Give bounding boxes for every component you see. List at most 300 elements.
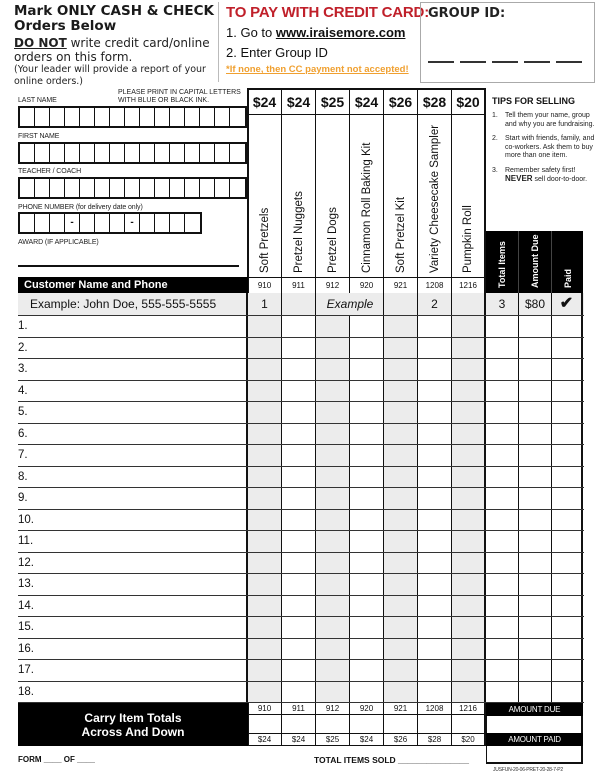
quantity-cell[interactable] (282, 574, 316, 595)
amount-due-cell[interactable] (519, 617, 552, 638)
footer-price: $24 (282, 734, 316, 745)
quantity-cell[interactable] (282, 488, 316, 509)
quantity-cell[interactable] (418, 445, 452, 466)
example-qty (452, 293, 486, 315)
total-items-cell[interactable] (486, 660, 519, 681)
paid-cell[interactable] (552, 381, 583, 402)
table-row (18, 617, 584, 639)
amount-due-header: Amount Due (530, 234, 540, 288)
phone-label: PHONE NUMBER (for delivery date only) (18, 204, 143, 211)
quantity-cell[interactable] (282, 682, 316, 703)
quantity-cell[interactable] (316, 488, 350, 509)
quantity-cell[interactable] (282, 467, 316, 488)
last-name-field[interactable] (18, 106, 247, 128)
total-items-header: Total Items (497, 241, 507, 288)
quantity-cell[interactable] (452, 424, 486, 445)
total-items-cell[interactable] (486, 531, 519, 552)
amount-due-cell[interactable] (519, 467, 552, 488)
footer-code: 910 (248, 703, 282, 715)
total-items-cell[interactable] (486, 338, 519, 359)
customer-name-cell[interactable]: 10. (18, 510, 248, 531)
paid-cell[interactable] (552, 402, 583, 423)
quantity-cell[interactable] (316, 316, 350, 337)
product-name: Pretzel Nuggets (292, 191, 305, 273)
example-qty: 2 (418, 293, 452, 315)
item-total-cell[interactable] (452, 715, 486, 734)
teacher-coach-field[interactable] (18, 177, 247, 199)
footer-price: $24 (350, 734, 384, 745)
quantity-cell[interactable] (418, 639, 452, 660)
quantity-cell[interactable] (350, 553, 384, 574)
item-total-cell[interactable] (350, 715, 384, 734)
quantity-cell[interactable] (418, 359, 452, 380)
customer-name-cell[interactable]: 6. (18, 424, 248, 445)
award-label: AWARD (IF APPLICABLE) (18, 239, 99, 246)
total-items-cell[interactable] (486, 682, 519, 703)
quantity-cell[interactable] (452, 402, 486, 423)
group-id-label: GROUP ID: (428, 6, 506, 21)
quantity-cell[interactable] (350, 359, 384, 380)
quantity-cell[interactable] (452, 531, 486, 552)
quantity-cell[interactable] (282, 402, 316, 423)
quantity-cell[interactable] (350, 445, 384, 466)
amount-due-cell[interactable] (519, 424, 552, 445)
quantity-cell[interactable] (384, 381, 418, 402)
quantity-cell[interactable] (316, 596, 350, 617)
paid-cell[interactable] (552, 553, 583, 574)
customer-header: Customer Name and Phone (18, 277, 248, 293)
quantity-cell[interactable] (418, 574, 452, 595)
quantity-cell[interactable] (248, 402, 282, 423)
quantity-cell[interactable] (248, 488, 282, 509)
quantity-cell[interactable] (452, 445, 486, 466)
quantity-cell[interactable] (452, 553, 486, 574)
amount-due-cell[interactable] (519, 574, 552, 595)
leader-note: (Your leader will provide a report of your online orders.) (14, 64, 206, 87)
table-row (18, 596, 584, 618)
quantity-cell[interactable] (350, 402, 384, 423)
quantity-cell[interactable] (418, 402, 452, 423)
quantity-cell[interactable] (316, 467, 350, 488)
quantity-cell[interactable] (384, 639, 418, 660)
quantity-cell[interactable] (452, 639, 486, 660)
product-name: Cinnamon Roll Baking Kit (360, 142, 373, 273)
item-total-cell[interactable] (418, 715, 452, 734)
group-id-slot[interactable] (524, 61, 550, 63)
quantity-cell[interactable] (282, 660, 316, 681)
quantity-cell[interactable] (350, 574, 384, 595)
product-code: 1208 (418, 278, 452, 293)
total-items-sold: TOTAL ITEMS SOLD _______________ (314, 755, 469, 765)
quantity-cell[interactable] (384, 510, 418, 531)
total-items-cell[interactable] (486, 617, 519, 638)
paid-cell[interactable] (552, 338, 583, 359)
quantity-cell[interactable] (316, 574, 350, 595)
table-row (18, 359, 584, 381)
quantity-cell[interactable] (384, 316, 418, 337)
total-items-cell[interactable] (486, 488, 519, 509)
website-link[interactable]: www.iraisemore.com (275, 25, 406, 40)
quantity-cell[interactable] (452, 338, 486, 359)
paid-cell[interactable] (552, 359, 583, 380)
total-items-cell[interactable] (486, 381, 519, 402)
form-page-count: FORM ____ OF ____ (18, 755, 95, 764)
quantity-cell[interactable] (282, 596, 316, 617)
quantity-cell[interactable] (316, 531, 350, 552)
quantity-cell[interactable] (418, 424, 452, 445)
quantity-cell[interactable] (248, 359, 282, 380)
example-amount-due: $80 (519, 293, 552, 315)
amount-due-label: AMOUNT DUE (486, 703, 583, 716)
quantity-cell[interactable] (316, 660, 350, 681)
quantity-cell[interactable] (316, 510, 350, 531)
paid-cell[interactable] (552, 639, 583, 660)
quantity-cell[interactable] (350, 338, 384, 359)
product-price: $20 (452, 90, 486, 115)
quantity-cell[interactable] (384, 402, 418, 423)
table-row (18, 445, 584, 467)
table-row (18, 553, 584, 575)
quantity-cell[interactable] (316, 381, 350, 402)
quantity-cell[interactable] (452, 682, 486, 703)
footer-code: 920 (350, 703, 384, 715)
paid-cell[interactable] (552, 510, 583, 531)
amount-due-cell[interactable] (519, 553, 552, 574)
quantity-cell[interactable] (350, 596, 384, 617)
footer-price: $20 (452, 734, 486, 745)
quantity-cell[interactable] (248, 381, 282, 402)
amount-due-cell[interactable] (519, 359, 552, 380)
total-items-cell[interactable] (486, 316, 519, 337)
product-code: 1216 (452, 278, 486, 293)
quantity-cell[interactable] (282, 338, 316, 359)
product-name: Pumpkin Roll (462, 205, 474, 273)
award-field[interactable] (18, 265, 239, 267)
quantity-cell[interactable] (350, 316, 384, 337)
quantity-cell[interactable] (316, 639, 350, 660)
quantity-cell[interactable] (282, 359, 316, 380)
quantity-cell[interactable] (418, 553, 452, 574)
product-code: 920 (350, 278, 384, 293)
table-row (18, 510, 584, 532)
group-id-slot[interactable] (556, 61, 582, 63)
quantity-cell[interactable] (282, 316, 316, 337)
total-items-cell[interactable] (486, 359, 519, 380)
quantity-cell[interactable] (418, 488, 452, 509)
quantity-cell[interactable] (350, 467, 384, 488)
credit-card-title: TO PAY WITH CREDIT CARD: (226, 4, 429, 21)
footer-totals-row (248, 715, 486, 734)
table-row (18, 316, 584, 338)
customer-name-cell[interactable]: 3. (18, 359, 248, 380)
customer-name-cell[interactable]: 2. (18, 338, 248, 359)
quantity-cell[interactable] (384, 467, 418, 488)
total-items-cell[interactable] (486, 596, 519, 617)
group-id-slot[interactable] (460, 61, 486, 63)
customer-name-cell[interactable]: 18. (18, 682, 248, 703)
example-qty (384, 293, 418, 315)
quantity-cell[interactable] (418, 338, 452, 359)
quantity-cell[interactable] (452, 316, 486, 337)
customer-name-cell[interactable]: 8. (18, 467, 248, 488)
quantity-cell[interactable] (350, 488, 384, 509)
example-customer: Example: John Doe, 555-555-5555 (18, 293, 248, 315)
amount-due-cell[interactable] (519, 660, 552, 681)
footer-code: 921 (384, 703, 418, 715)
quantity-cell[interactable] (452, 617, 486, 638)
carry-line-2: Across And Down (81, 725, 185, 739)
item-total-cell[interactable] (316, 715, 350, 734)
quantity-cell[interactable] (282, 445, 316, 466)
amount-due-field[interactable] (486, 716, 583, 733)
footer-code: 912 (316, 703, 350, 715)
paid-cell[interactable] (552, 660, 583, 681)
quantity-cell[interactable] (384, 617, 418, 638)
amount-due-cell[interactable] (519, 639, 552, 660)
quantity-cell[interactable] (248, 596, 282, 617)
carry-line-1: Carry Item Totals (84, 711, 182, 725)
quantity-cell[interactable] (452, 510, 486, 531)
customer-name-cell[interactable]: 13. (18, 574, 248, 595)
paid-cell[interactable] (552, 531, 583, 552)
table-row (18, 338, 584, 360)
amount-paid-field[interactable] (486, 746, 583, 764)
do-not-emphasis: DO NOT (14, 36, 67, 50)
footer-price-row (248, 734, 486, 746)
total-items-cell[interactable] (486, 639, 519, 660)
customer-name-cell[interactable]: 14. (18, 596, 248, 617)
tip-item: 2. Start with friends, family, and co-workers. Ask them to buy more than one item. (492, 135, 595, 159)
quantity-cell[interactable] (350, 617, 384, 638)
quantity-cell[interactable] (282, 424, 316, 445)
order-rows (18, 316, 584, 703)
customer-name-cell[interactable]: 11. (18, 531, 248, 552)
product-price: $24 (350, 90, 384, 115)
quantity-cell[interactable] (418, 467, 452, 488)
total-items-cell[interactable] (486, 402, 519, 423)
print-instructions: PLEASE PRINT IN CAPITAL LETTERS WITH BLUE OR BLACK INK. (118, 89, 241, 104)
quantity-cell[interactable] (384, 553, 418, 574)
quantity-cell[interactable] (282, 617, 316, 638)
quantity-cell[interactable] (248, 424, 282, 445)
quantity-cell[interactable] (384, 338, 418, 359)
quantity-cell[interactable] (350, 510, 384, 531)
quantity-cell[interactable] (452, 381, 486, 402)
total-items-cell[interactable] (486, 510, 519, 531)
quantity-cell[interactable] (248, 531, 282, 552)
footer-price: $28 (418, 734, 452, 745)
form-code: JUSFUN-20-06-PRET-20-28-7-P2 (493, 767, 563, 773)
amount-due-cell[interactable] (519, 338, 552, 359)
table-row (18, 467, 584, 489)
item-total-cell[interactable] (248, 715, 282, 734)
group-id-slot[interactable] (428, 61, 454, 63)
quantity-cell[interactable] (452, 574, 486, 595)
quantity-cell[interactable] (248, 510, 282, 531)
quantity-cell[interactable] (350, 424, 384, 445)
quantity-cell[interactable] (418, 682, 452, 703)
customer-name-cell[interactable]: 16. (18, 639, 248, 660)
quantity-cell[interactable] (282, 553, 316, 574)
paid-cell[interactable] (552, 574, 583, 595)
customer-name-cell[interactable]: 5. (18, 402, 248, 423)
quantity-cell[interactable] (452, 660, 486, 681)
amount-due-cell[interactable] (519, 445, 552, 466)
tips-list (492, 112, 596, 191)
table-row (18, 531, 584, 553)
total-items-cell[interactable] (486, 574, 519, 595)
quantity-cell[interactable] (384, 359, 418, 380)
quantity-cell[interactable] (316, 402, 350, 423)
phone-field[interactable]: - - (18, 212, 202, 234)
cc-warning-note: *If none, then CC payment not accepted! (226, 64, 409, 75)
paid-cell[interactable] (552, 596, 583, 617)
quantity-cell[interactable] (384, 445, 418, 466)
amount-due-cell[interactable] (519, 381, 552, 402)
amount-due-cell[interactable] (519, 510, 552, 531)
product-code: 910 (248, 278, 282, 293)
table-row (18, 660, 584, 682)
customer-name-cell[interactable]: 9. (18, 488, 248, 509)
cc-step-2: 2. Enter Group ID (226, 45, 328, 60)
item-total-cell[interactable] (282, 715, 316, 734)
do-not-text: write credit card/online orders on this form. (14, 36, 210, 64)
quantity-cell[interactable] (418, 316, 452, 337)
quantity-cell[interactable] (452, 467, 486, 488)
quantity-cell[interactable] (282, 531, 316, 552)
paid-cell[interactable] (552, 682, 583, 703)
table-row (18, 574, 584, 596)
quantity-cell[interactable] (384, 682, 418, 703)
quantity-cell[interactable] (384, 488, 418, 509)
quantity-cell[interactable] (248, 574, 282, 595)
amount-due-cell[interactable] (519, 531, 552, 552)
total-items-cell[interactable] (486, 424, 519, 445)
tip-item: 1. Tell them your name, group and why you are fundraising. (492, 112, 595, 128)
quantity-cell[interactable] (350, 381, 384, 402)
product-price: $24 (282, 90, 316, 115)
quantity-cell[interactable] (282, 639, 316, 660)
quantity-cell[interactable] (316, 553, 350, 574)
table-row (18, 488, 584, 510)
quantity-cell[interactable] (248, 316, 282, 337)
quantity-cell[interactable] (418, 510, 452, 531)
customer-name-cell[interactable]: 4. (18, 381, 248, 402)
table-row (18, 682, 584, 704)
quantity-cell[interactable] (282, 510, 316, 531)
quantity-cell[interactable] (248, 660, 282, 681)
quantity-cell[interactable] (350, 660, 384, 681)
quantity-cell[interactable] (350, 682, 384, 703)
example-qty: 1 (248, 293, 282, 315)
customer-name-cell[interactable]: 7. (18, 445, 248, 466)
quantity-cell[interactable] (316, 359, 350, 380)
quantity-cell[interactable] (350, 531, 384, 552)
quantity-cell[interactable] (316, 617, 350, 638)
item-total-cell[interactable] (384, 715, 418, 734)
order-table (18, 293, 584, 316)
quantity-cell[interactable] (452, 488, 486, 509)
group-id-slot[interactable] (492, 61, 518, 63)
amount-due-cell[interactable] (519, 316, 552, 337)
customer-name-cell[interactable]: 15. (18, 617, 248, 638)
quantity-cell[interactable] (384, 660, 418, 681)
table-row (18, 381, 584, 403)
quantity-cell[interactable] (248, 338, 282, 359)
product-price: $24 (248, 90, 282, 115)
customer-name-cell[interactable]: 17. (18, 660, 248, 681)
paid-cell[interactable] (552, 445, 583, 466)
product-code: 912 (316, 278, 350, 293)
cc-step-1 (226, 25, 405, 40)
amount-due-cell[interactable] (519, 488, 552, 509)
quantity-cell[interactable] (418, 596, 452, 617)
quantity-cell[interactable] (452, 596, 486, 617)
quantity-cell[interactable] (350, 639, 384, 660)
quantity-cell[interactable] (384, 531, 418, 552)
customer-name-cell[interactable]: 1. (18, 316, 248, 337)
quantity-cell[interactable] (384, 596, 418, 617)
footer-price: $26 (384, 734, 418, 745)
product-name: Pretzel Dogs (326, 207, 339, 273)
quantity-cell[interactable] (248, 467, 282, 488)
last-name-label: LAST NAME (18, 97, 57, 104)
quantity-cell[interactable] (418, 617, 452, 638)
totals-header (486, 231, 583, 293)
quantity-cell[interactable] (384, 574, 418, 595)
quantity-cell[interactable] (316, 424, 350, 445)
cash-check-title: Mark ONLY CASH & CHECK Orders Below (14, 3, 214, 34)
quantity-cell[interactable] (316, 445, 350, 466)
customer-name-cell[interactable]: 12. (18, 553, 248, 574)
quantity-cell[interactable] (248, 553, 282, 574)
quantity-cell[interactable] (248, 617, 282, 638)
total-items-cell[interactable] (486, 553, 519, 574)
total-items-cell[interactable] (486, 467, 519, 488)
paid-cell[interactable] (552, 467, 583, 488)
product-name: Variety Cheesecake Sampler (428, 124, 441, 273)
total-items-cell[interactable] (486, 445, 519, 466)
quantity-cell[interactable] (248, 682, 282, 703)
quantity-cell[interactable] (248, 445, 282, 466)
product-name: Soft Pretzel Kit (394, 196, 407, 273)
quantity-cell[interactable] (248, 639, 282, 660)
quantity-cell[interactable] (316, 338, 350, 359)
paid-cell[interactable] (552, 424, 583, 445)
quantity-cell[interactable] (384, 424, 418, 445)
paid-cell[interactable] (552, 488, 583, 509)
tips-title: TIPS FOR SELLING (492, 96, 576, 106)
section-divider (218, 2, 219, 82)
teacher-coach-label: TEACHER / COACH (18, 168, 82, 175)
first-name-field[interactable] (18, 142, 247, 164)
quantity-cell[interactable] (418, 660, 452, 681)
amount-due-cell[interactable] (519, 682, 552, 703)
footer-code: 911 (282, 703, 316, 715)
amount-due-cell[interactable] (519, 596, 552, 617)
paid-cell[interactable] (552, 617, 583, 638)
table-row (18, 424, 584, 446)
product-code: 921 (384, 278, 418, 293)
quantity-cell[interactable] (282, 381, 316, 402)
paid-cell[interactable] (552, 316, 583, 337)
quantity-cell[interactable] (316, 682, 350, 703)
quantity-cell[interactable] (418, 531, 452, 552)
quantity-cell[interactable] (418, 381, 452, 402)
quantity-cell[interactable] (452, 359, 486, 380)
product-code: 911 (282, 278, 316, 293)
amount-due-cell[interactable] (519, 402, 552, 423)
